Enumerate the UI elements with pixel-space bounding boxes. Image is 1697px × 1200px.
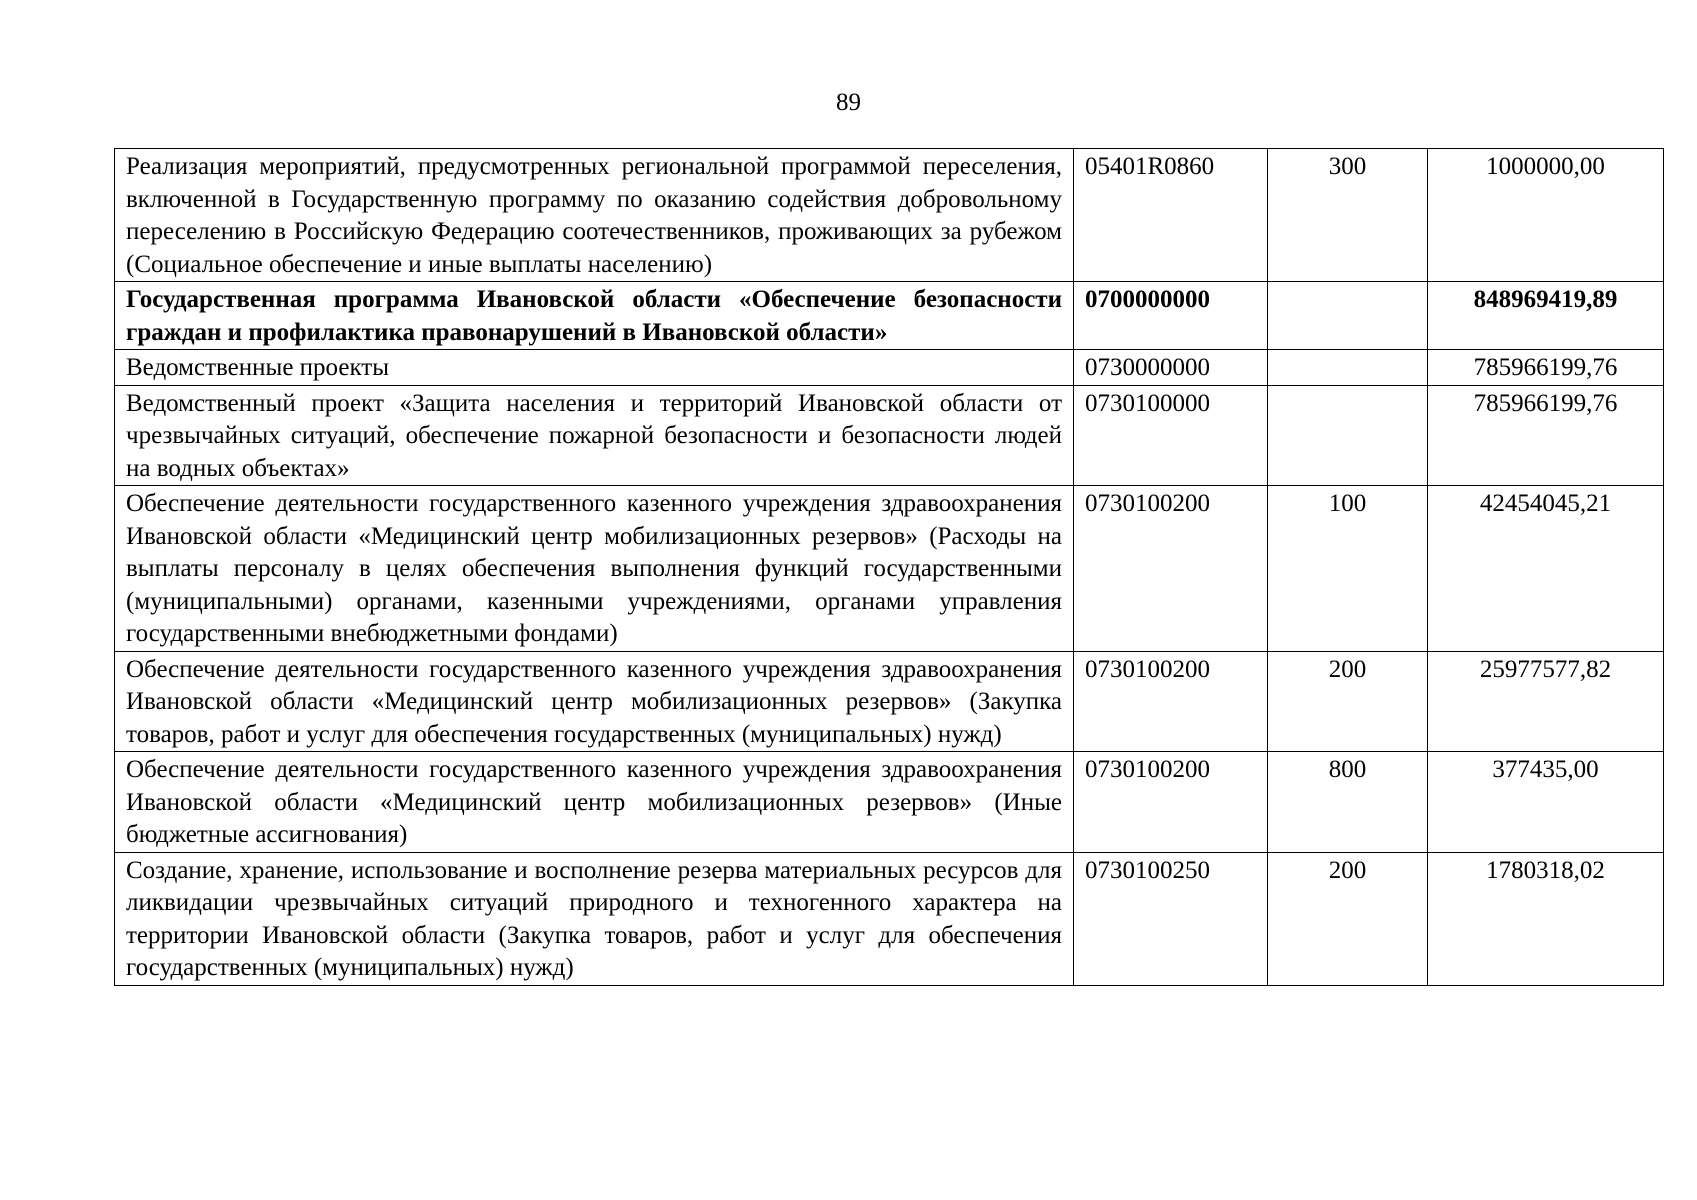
row-code-cell: 0730100200: [1074, 651, 1268, 752]
row-sum-cell: 785966199,76: [1428, 385, 1664, 486]
table-row: [115, 486, 1664, 652]
table-row: [115, 149, 1664, 282]
row-expense-type-cell: [1268, 350, 1428, 386]
row-sum-cell: 1780318,02: [1428, 852, 1664, 985]
row-expense-type-cell: 200: [1268, 651, 1428, 752]
row-name-cell: Реализация мероприятий, предусмотренных региональной программой переселения, включенной в Государственную программу по оказанию содействия добровольному переселению в Российскую Федерацию соотечественников, проживающих за рубежом (Социальное обеспечение и иные выплаты населению): [115, 149, 1074, 282]
table-row: [115, 282, 1664, 350]
row-sum-cell: 42454045,21: [1428, 486, 1664, 652]
row-expense-type-cell: 100: [1268, 486, 1428, 652]
row-sum-cell: 848969419,89: [1428, 282, 1664, 350]
row-name-cell: Ведомственный проект «Защита населения и территорий Ивановской области от чрезвычайных ситуаций, обеспечение пожарной безопасности и безопасности людей на водных объектах»: [115, 385, 1074, 486]
row-code-cell: 0730100200: [1074, 752, 1268, 853]
row-sum-cell: 785966199,76: [1428, 350, 1664, 386]
table-row: [115, 752, 1664, 853]
page-number: 89: [836, 89, 861, 116]
table-row: [115, 852, 1664, 985]
row-sum-cell: 25977577,82: [1428, 651, 1664, 752]
row-name-cell: Создание, хранение, использование и восполнение резерва материальных ресурсов для ликвидации чрезвычайных ситуаций природного и техногенного характера на территории Ивановской области (Закупка товаров, работ и услуг для обеспечения государственных (муниципальных) нужд): [115, 852, 1074, 985]
row-expense-type-cell: 800: [1268, 752, 1428, 853]
row-name-cell: Государственная программа Ивановской области «Обеспечение безопасности граждан и профилактика правонарушений в Ивановской области»: [115, 282, 1074, 350]
row-expense-type-cell: 300: [1268, 149, 1428, 282]
table-row: [115, 651, 1664, 752]
row-code-cell: 0700000000: [1074, 282, 1268, 350]
row-expense-type-cell: 200: [1268, 852, 1428, 985]
row-expense-type-cell: [1268, 385, 1428, 486]
row-code-cell: 05401R0860: [1074, 149, 1268, 282]
row-name-cell: Обеспечение деятельности государственного казенного учреждения здравоохранения Ивановской области «Медицинский центр мобилизационных резервов» (Иные бюджетные ассигнования): [115, 752, 1074, 853]
row-sum-cell: 377435,00: [1428, 752, 1664, 853]
row-code-cell: 0730100000: [1074, 385, 1268, 486]
row-code-cell: 0730000000: [1074, 350, 1268, 386]
row-name-cell: Обеспечение деятельности государственного казенного учреждения здравоохранения Ивановской области «Медицинский центр мобилизационных резервов» (Закупка товаров, работ и услуг для обеспечения государственных (муниципальных) нужд): [115, 651, 1074, 752]
budget-table: [114, 148, 1664, 986]
row-name-cell: Ведомственные проекты: [115, 350, 1074, 386]
row-expense-type-cell: [1268, 282, 1428, 350]
row-sum-cell: 1000000,00: [1428, 149, 1664, 282]
budget-table-body: [115, 149, 1664, 986]
row-name-cell: Обеспечение деятельности государственного казенного учреждения здравоохранения Ивановской области «Медицинский центр мобилизационных резервов» (Расходы на выплаты персоналу в целях обеспечения выполнения функций государственными (муниципальными) органами, казенными учреждениями, органами управления государственными внебюджетными фондами): [115, 486, 1074, 652]
row-code-cell: 0730100200: [1074, 486, 1268, 652]
table-row: [115, 385, 1664, 486]
row-code-cell: 0730100250: [1074, 852, 1268, 985]
table-row: [115, 350, 1664, 386]
